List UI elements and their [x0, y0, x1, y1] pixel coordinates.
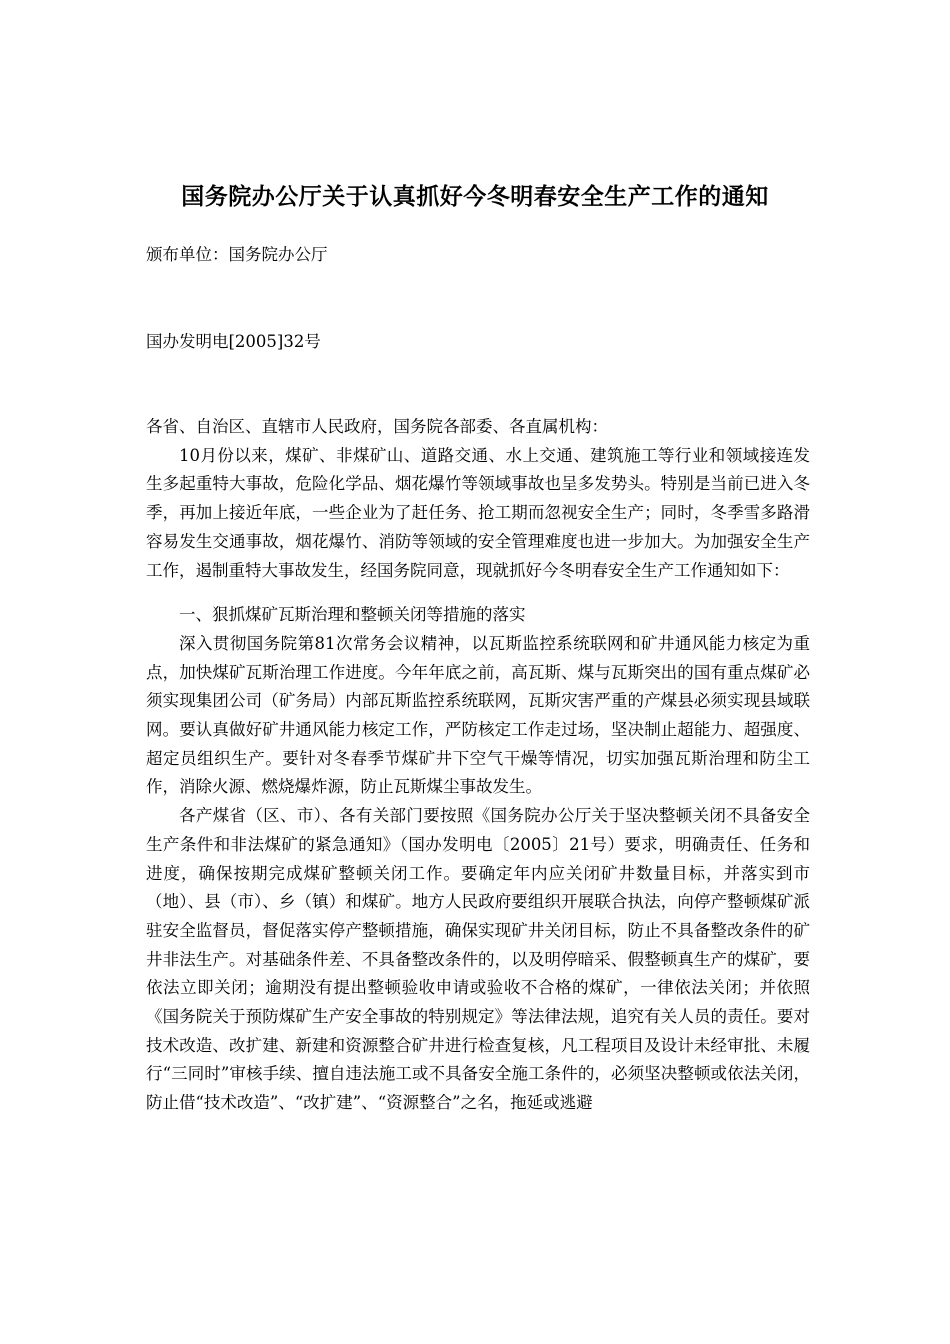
body-paragraph: 深入贯彻国务院第81次常务会议精神，以瓦斯监控系统联网和矿井通风能力核定为重点，加快煤矿瓦斯治理工作进度。今年年底之前，高瓦斯、煤与瓦斯突出的国有重点煤矿必须实现集团公司（矿务局）内部瓦斯监控系统联网，瓦斯灾害严重的产煤县必须实现县域联网。要认真做好矿井通风能力核定工作，严防核定工作走过场，坚决制止超能力、超强度、超定员组织生产。要针对冬春季节煤矿井下空气干燥等情况，切实加强瓦斯治理和防尘工作，消除火源、燃烧爆炸源，防止瓦斯煤尘事故发生。	[146, 633, 810, 797]
section-heading: 一、狠抓煤矿瓦斯治理和整顿关闭等措施的落实	[179, 605, 526, 625]
document-number: 国办发明电[2005]32号	[146, 332, 321, 351]
salutation: 各省、自治区、直辖市人民政府，国务院各部委、各直属机构：	[146, 417, 608, 436]
intro-paragraph: 10月份以来，煤矿、非煤矿山、道路交通、水上交通、建筑施工等行业和领域接连发生多起重特大事故，危险化学品、烟花爆竹等领域事故也呈多发势头。特别是当前已进入冬季，再加上接近年底，一些企业为了赶任务、抢工期而忽视安全生产；同时，冬季雪多路滑容易发生交通事故，烟花爆竹、消防等领域的安全管理难度也进一步加大。为加强安全生产工作，遏制重特大事故发生，经国务院同意，现就抓好今冬明春安全生产工作通知如下：	[146, 445, 810, 580]
document-title: 国务院办公厅关于认真抓好今冬明春安全生产工作的通知	[181, 183, 769, 210]
body-paragraph: 各产煤省（区、市）、各有关部门要按照《国务院办公厅关于坚决整顿关闭不具备安全生产条件和非法煤矿的紧急通知》（国办发明电〔2005〕21号）要求，明确责任、任务和进度，确保按期完成煤矿整顿关闭工作。要确定年内应关闭矿井数量目标，并落实到市（地）、县（市）、乡（镇）和煤矿。地方人民政府要组织开展联合执法，向停产整顿煤矿派驻安全监督员，督促落实停产整顿措施，确保实现矿井关闭目标，防止不具备整改条件的矿井非法生产。对基础条件差、不具备整改条件的，以及明停暗采、假整顿真生产的煤矿，要依法立即关闭；逾期没有提出整顿验收申请或验收不合格的煤矿，一律依法关闭；并依照《国务院关于预防煤矿生产安全事故的特别规定》等法律法规，追究有关人员的责任。要对技术改造、改扩建、新建和资源整合矿井进行检查复核，凡工程项目及设计未经审批、未履行“三同时”审核手续、擅自违法施工或不具备安全施工条件的，必须坚决整顿或依法关闭，防止借“技术改造”、“改扩建”、“资源整合”之名，拖延或逃避	[146, 806, 810, 1113]
document-body	[146, 413, 810, 1118]
issuer-line: 颁布单位：国务院办公厅	[146, 245, 328, 264]
